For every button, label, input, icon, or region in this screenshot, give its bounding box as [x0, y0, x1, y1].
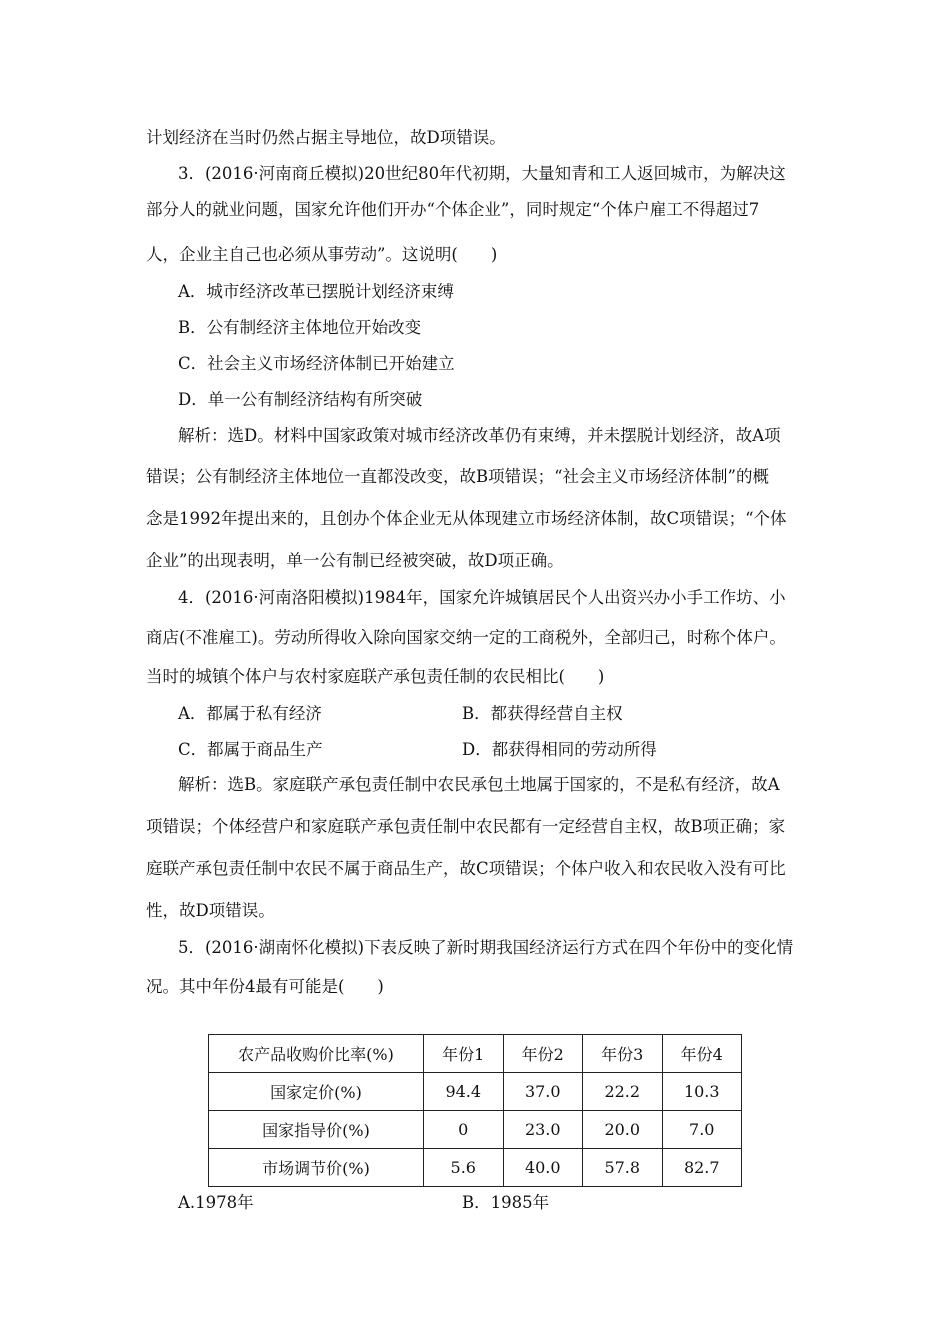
- price-ratio-table: [208, 1034, 742, 1187]
- question-4-stem: 4．(2016·河南洛阳模拟)1984年，国家允许城镇居民个人出资兴办小手工作坊、小: [178, 588, 786, 607]
- table-cell: 5.6: [424, 1149, 504, 1187]
- question-3-stem: 3．(2016·河南商丘模拟)20世纪80年代初期，大量知青和工人返回城市，为解决这: [178, 164, 786, 183]
- table-cell: 94.4: [424, 1073, 504, 1111]
- table-cell: 40.0: [503, 1149, 583, 1187]
- question-5-option-a: A.1978年: [178, 1193, 254, 1212]
- question-4-explanation: 解析：选B。家庭联产承包责任制中农民承包土地属于国家的，不是私有经济，故A: [178, 775, 780, 794]
- question-3-option-d: D．单一公有制经济结构有所突破: [178, 390, 423, 409]
- table-header-cell: 年份1: [424, 1035, 504, 1073]
- table-header-cell: 年份4: [662, 1035, 742, 1073]
- table-row-label: 国家指导价(%): [209, 1111, 424, 1149]
- question-4-option-a: A．都属于私有经济: [178, 704, 322, 723]
- question-3-explanation: 企业”的出现表明，单一公有制已经被突破，故D项正确。: [146, 551, 564, 570]
- question-4-option-c: C．都属于商品生产: [178, 740, 323, 759]
- question-5-stem: 5．(2016·湖南怀化模拟)下表反映了新时期我国经济运行方式在四个年份中的变化情: [178, 938, 794, 957]
- question-3-stem: 部分人的就业问题，国家允许他们开办“个体企业”，同时规定“个体户雇工不得超过7: [146, 200, 760, 219]
- question-4-stem: 商店(不准雇工)。劳动所得收入除向国家交纳一定的工商税外，全部归己，时称个体户。: [146, 628, 786, 647]
- table-cell: 0: [424, 1111, 504, 1149]
- question-4-stem: 当时的城镇个体户与农村家庭联产承包责任制的农民相比( ): [146, 667, 605, 686]
- paragraph-line: 计划经济在当时仍然占据主导地位，故D项错误。: [146, 128, 506, 147]
- table-cell: 37.0: [503, 1073, 583, 1111]
- question-3-explanation: 错误；公有制经济主体地位一直都没改变，故B项错误；“社会主义市场经济体制”的概: [146, 467, 769, 486]
- table-header-cell: 年份2: [503, 1035, 583, 1073]
- table-row: [209, 1073, 742, 1111]
- question-3-explanation: 解析：选D。材料中国家政策对城市经济改革仍有束缚，并未摆脱计划经济，故A项: [178, 426, 781, 445]
- question-3-option-b: B．公有制经济主体地位开始改变: [178, 318, 422, 337]
- table-header-row: [209, 1035, 742, 1073]
- table-row-label: 市场调节价(%): [209, 1149, 424, 1187]
- table-cell: 82.7: [662, 1149, 742, 1187]
- question-4-option-b: B．都获得经营自主权: [462, 704, 623, 723]
- table-header-cell: 农产品收购价比率(%): [209, 1035, 424, 1073]
- question-4-explanation: 性，故D项错误。: [146, 901, 275, 920]
- question-5-stem: 况。其中年份4最有可能是( ): [146, 977, 384, 996]
- table-cell: 57.8: [583, 1149, 663, 1187]
- question-3-option-c: C．社会主义市场经济体制已开始建立: [178, 354, 455, 373]
- table-cell: 20.0: [583, 1111, 663, 1149]
- question-4-explanation: 项错误；个体经营户和家庭联产承包责任制中农民都有一定经营自主权，故B项正确；家: [146, 817, 786, 836]
- table-header-cell: 年份3: [583, 1035, 663, 1073]
- table-row: [209, 1111, 742, 1149]
- table-cell: 22.2: [583, 1073, 663, 1111]
- table-cell: 23.0: [503, 1111, 583, 1149]
- question-5-option-b: B．1985年: [462, 1193, 550, 1212]
- question-3-stem: 人，企业主自己也必须从事劳动”。这说明( ): [146, 245, 498, 264]
- table-cell: 10.3: [662, 1073, 742, 1111]
- question-3-explanation: 念是1992年提出来的，且创办个体企业无从体现建立市场经济体制，故C项错误；“个体: [146, 509, 787, 528]
- question-3-option-a: A．城市经济改革已摆脱计划经济束缚: [178, 282, 454, 301]
- table-row: [209, 1149, 742, 1187]
- table-cell: 7.0: [662, 1111, 742, 1149]
- question-4-explanation: 庭联产承包责任制中农民不属于商品生产，故C项错误；个体户收入和农民收入没有可比: [146, 859, 786, 878]
- question-4-option-d: D．都获得相同的劳动所得: [462, 740, 657, 759]
- table-row-label: 国家定价(%): [209, 1073, 424, 1111]
